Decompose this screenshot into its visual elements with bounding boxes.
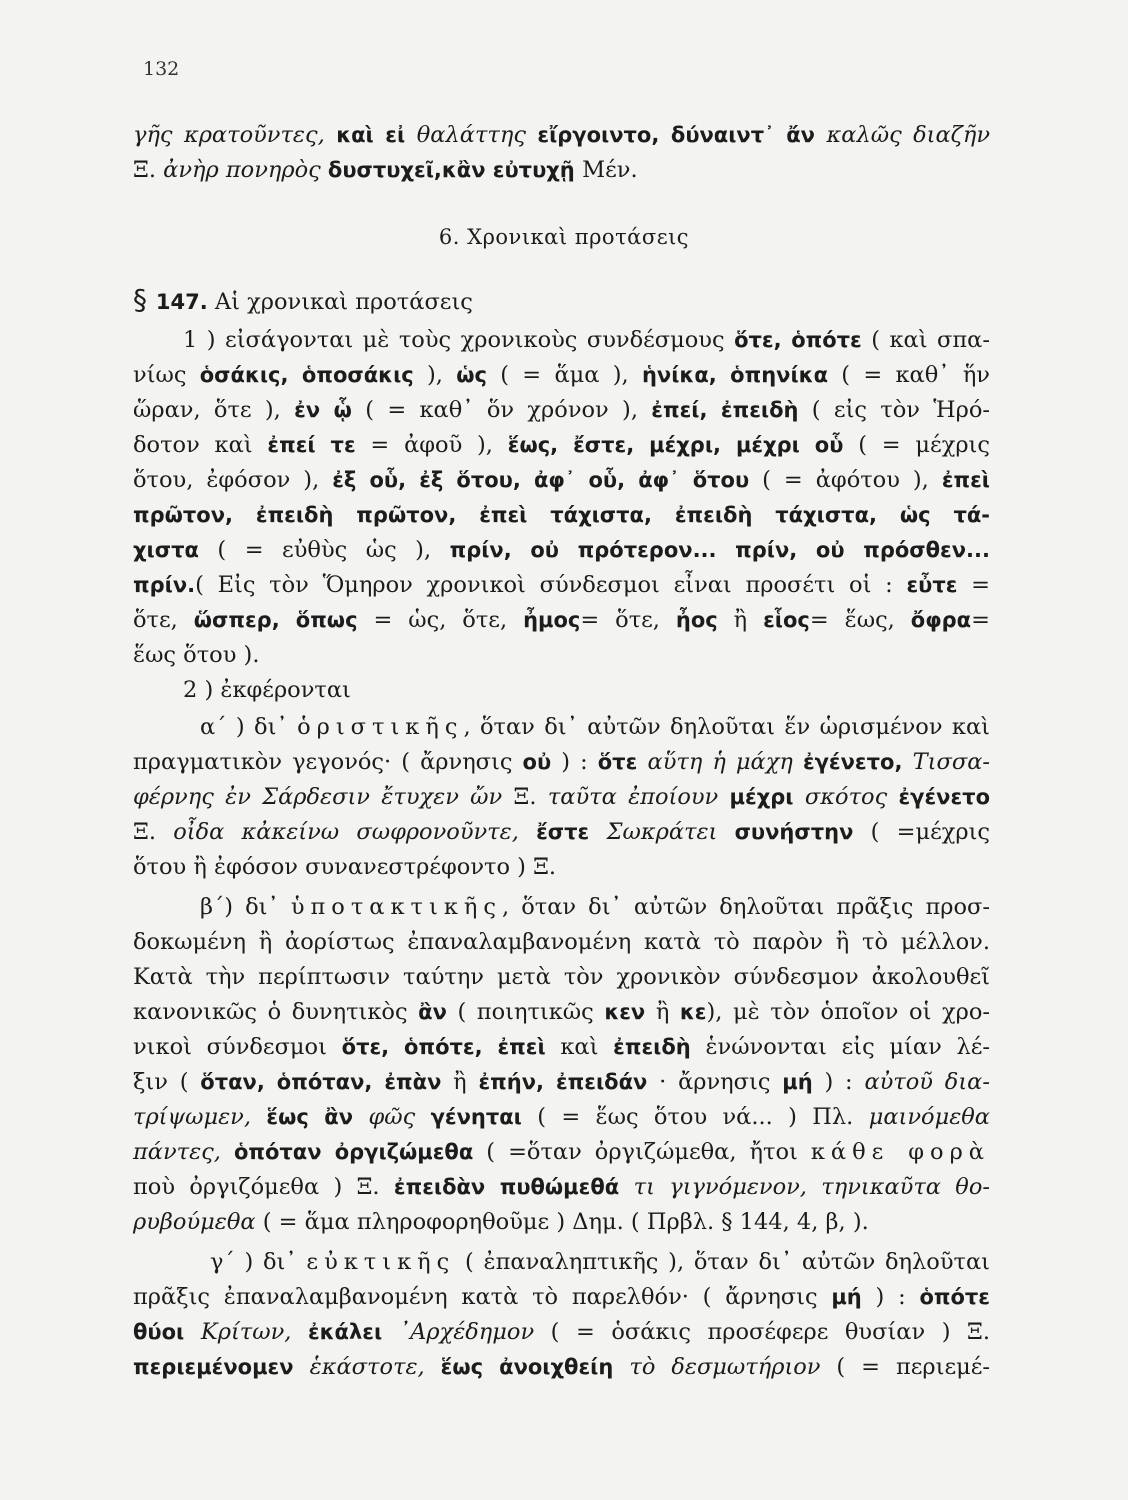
text-segment: ( = ἅμα ), (486, 362, 642, 388)
text-segment: οἶδα κἀκείνω σωφρονοῦντε, (173, 819, 537, 845)
text-segment: πρίν. (133, 573, 196, 597)
text-segment: ἀνὴρ πονηρὸς (163, 157, 328, 183)
text-line (133, 852, 556, 882)
text-segment: εἴργοιντο, δύναιντ᾽ ἄν (537, 123, 827, 147)
text-segment: ), μὲ τὸν ὁποῖον οἱ χρο- (706, 999, 990, 1025)
text-segment: ( =μέχρις (853, 819, 991, 845)
text-segment: = (957, 572, 990, 598)
text-segment: ξιν ( (133, 1069, 201, 1095)
text-line (133, 1207, 869, 1237)
text-segment: ἕως ὅτου ). (133, 642, 260, 668)
text-segment: ᾽Αρχέδημον (398, 1319, 535, 1345)
text-line (133, 640, 259, 670)
text-segment: ( εἰς τὸν Ἡρό- (798, 397, 991, 423)
text-line (133, 395, 990, 425)
text-segment: ( Εἰς τὸν Ὅμηρον χρονικοὶ σύνδεσμοι εἶναι προσέτι οἱ : (195, 572, 907, 598)
text-segment: Ξ. (133, 819, 174, 845)
text-segment: ) : (812, 1069, 865, 1095)
text-segment: ὅταν, ὁπόταν, ἐπὰν (200, 1070, 442, 1094)
text-segment: ἂν (418, 1000, 447, 1024)
text-segment: ὄφρα (910, 608, 972, 632)
text-segment: ἐκάλει (307, 1320, 399, 1344)
text-segment: ἐξ οὗ, ἐξ ὅτου, ἀφ᾽ οὗ, ἀφ᾽ ὅτου (332, 468, 750, 492)
text-segment: πραγματικὸν γεγονός· ( ἄρνησις (133, 749, 523, 775)
text-segment: κάθε φορὰ (810, 1139, 991, 1165)
text-segment: χιστα (133, 538, 199, 562)
text-segment: συνήστην (734, 820, 854, 844)
text-segment: πρίν, οὐ πρότερον... πρίν, οὐ πρόσθεν... (449, 538, 990, 562)
text-segment: ἔστε (536, 820, 607, 844)
text-segment: 1 ) εἰσάγονται μὲ τοὺς χρονικοὺς συνδέσμους (183, 327, 735, 353)
text-segment: ὅτε (597, 750, 648, 774)
paragraph-heading (133, 285, 473, 317)
text-segment: αὕτη ἡ μάχη (647, 749, 803, 775)
text-segment: · ἄρνησις (647, 1069, 783, 1095)
text-line (133, 430, 990, 460)
text-segment: ἐπεὶ (941, 468, 990, 492)
text-segment: ( =ὅταν ὀργιζώμεθα, ἤτοι (473, 1139, 811, 1165)
text-segment: μή (831, 1285, 862, 1309)
text-segment: μαινόμεθα (868, 1104, 991, 1130)
text-line (210, 1247, 990, 1277)
text-segment: πρᾶξις ἐπαναλαμβανομένη κατὰ τὸ παρελθόν· ( ἄρνησις (133, 1284, 832, 1310)
text-segment: καλῶς διαζῆν (826, 122, 991, 148)
text-segment: ἐγένετο (898, 785, 990, 809)
text-segment: ) : (861, 1284, 920, 1310)
text-segment: ( = ὁσάκις προσέφερε θυσίαν ) Ξ. (534, 1319, 990, 1345)
text-line (133, 962, 990, 992)
text-segment: φέρνης ἐν Σάρδεσιν ἔτυχεν ὤν (133, 784, 503, 810)
text-segment: ἐπειδὴ (613, 1035, 691, 1059)
text-segment: ὡς (456, 363, 487, 387)
text-segment: ὅτε, ὁπότε (734, 328, 862, 352)
text-segment: θαλάττης (416, 122, 538, 148)
text-line (133, 997, 990, 1027)
text-segment: Τισσα- (912, 749, 990, 775)
text-segment: ἦμος (523, 608, 581, 632)
text-segment: ὁριστικῆς (297, 714, 464, 740)
text-segment: β΄) δι᾽ (200, 894, 291, 920)
text-segment: θύοι (133, 1320, 201, 1344)
text-segment: ( = καθ᾽ ἥν (828, 362, 990, 388)
text-segment: ὁπόταν ὀργιζώμεθα (233, 1140, 474, 1164)
text-segment: εὖτε (906, 573, 958, 597)
text-segment: σκότος (804, 784, 899, 810)
text-segment: = ὅτε, (580, 607, 676, 633)
text-segment: ἐπεί τε (267, 433, 356, 457)
text-segment: γῆς κρατοῦντες, (133, 122, 337, 148)
text-segment: ἐπειδὰν πυθώμεθά (393, 1175, 634, 1199)
text-line (133, 1067, 990, 1097)
text-line (133, 155, 638, 185)
text-line (133, 1102, 990, 1132)
text-segment: Κατὰ τὴν περίπτωσιν ταύτην μετὰ τὸν χρονικὸν σύνδεσμον ἀκολουθεῖ (133, 964, 990, 990)
text-segment: ὅτου, ἐφόσον ), (133, 467, 333, 493)
text-segment: ἐν ᾧ (294, 398, 352, 422)
text-segment: = ἀφοῦ ), (355, 432, 508, 458)
text-segment: ( = καθ᾽ ὅν χρόνον ), (351, 397, 652, 423)
text-segment: ἢ (645, 999, 680, 1025)
text-segment: § (133, 283, 156, 316)
text-segment: εἷος (763, 608, 810, 632)
text-segment: καὶ εἰ (336, 123, 417, 147)
text-segment: ) : (551, 749, 598, 775)
text-segment: τρίψωμεν, (133, 1104, 267, 1130)
text-line (133, 747, 990, 777)
text-segment: εὐκτικῆς (306, 1249, 456, 1275)
text-segment: ἕως ἂν (266, 1105, 369, 1129)
text-segment: ( = μέχρις (843, 432, 990, 458)
text-segment: Σωκράτει (606, 819, 735, 845)
text-segment: γ΄ ) δι᾽ (210, 1249, 307, 1275)
text-segment: κανονικῶς ὁ δυνητικὸς (133, 999, 419, 1025)
text-line (133, 1137, 990, 1167)
text-segment: ( ἐπαναληπτικῆς ), ὅταν δι᾽ αὐτῶν δηλοῦται (455, 1249, 990, 1275)
text-segment: ( = εὐθὺς ὡς ), (198, 537, 450, 563)
text-segment: δυστυχεῖ,κἂν εὐτυχῇ (327, 158, 583, 182)
text-segment: μή (782, 1070, 813, 1094)
text-segment: ἑκάστοτε, (309, 1354, 441, 1380)
text-line (133, 500, 990, 530)
text-segment: ὅτε, (133, 607, 194, 633)
text-segment: ταῦτα ἐποίουν (547, 784, 730, 810)
text-segment: ἡνίκα, ὁπηνίκα (641, 363, 828, 387)
text-line (183, 325, 990, 355)
text-segment: , ὅταν δι᾽ αὐτῶν δηλοῦται πρᾶξις προσ- (501, 894, 990, 920)
text-segment: ὁπότε (919, 1285, 990, 1309)
text-segment: κεν (604, 1000, 646, 1024)
text-segment: ὅτου ἢ ἐφόσον συνανεστρέφοντο ) Ξ. (133, 854, 557, 880)
text-segment: ποὺ ὀργιζόμεθα ) Ξ. (133, 1174, 394, 1200)
text-segment: κε (679, 1000, 707, 1024)
text-segment: πρῶτον, ἐπειδὴ πρῶτον, ἐπεὶ τάχιστα, ἐπειδὴ τάχιστα, ὡς τά- (133, 503, 990, 527)
text-segment: ὑποτακτικῆς (290, 894, 502, 920)
text-segment: ἢ (717, 607, 764, 633)
text-segment: ἐπεί, ἐπειδὴ (651, 398, 799, 422)
text-segment: = ἕως, (809, 607, 911, 633)
text-segment: δοτον καὶ (133, 432, 268, 458)
text-segment: ἕως, ἔστε, μέχρι, μέχρι οὗ (507, 433, 844, 457)
text-line (183, 675, 351, 705)
text-line (133, 1032, 990, 1062)
text-segment: νίως (133, 362, 200, 388)
text-line (200, 712, 990, 742)
text-line (133, 570, 990, 600)
text-line (133, 817, 990, 847)
text-segment: = ὡς, ὅτε, (357, 607, 524, 633)
text-segment: ἐγένετο, (802, 750, 913, 774)
text-segment: ἑνώνονται εἰς μίαν λέ- (690, 1034, 990, 1060)
page-number: 132 (143, 58, 180, 80)
text-segment: Κρίτων, (200, 1319, 308, 1345)
text-segment: Ξ. (133, 157, 164, 183)
text-segment: ἦος (675, 608, 718, 632)
text-line (133, 465, 990, 495)
text-segment: ὥσπερ, ὅπως (193, 608, 358, 632)
text-line (133, 360, 990, 390)
text-segment: ( = περιεμέ- (820, 1354, 990, 1380)
text-line (133, 1282, 990, 1312)
text-segment: ἐπήν, ἐπειδάν (478, 1070, 648, 1094)
text-segment: Μέν. (582, 157, 638, 183)
text-segment: , ὅταν δι᾽ αὐτῶν δηλοῦται ἕν ὡρισμένον καὶ (463, 714, 990, 740)
text-segment: Αἱ χρονικαὶ προτάσεις (207, 289, 473, 315)
text-segment: ), (413, 362, 457, 388)
text-line (133, 1172, 990, 1202)
text-segment: τι γιγνόμενον, τηνικαῦτα θο- (633, 1174, 991, 1200)
text-segment: 147. (155, 290, 208, 314)
text-segment: νικοὶ σύνδεσμοι (133, 1034, 342, 1060)
text-segment: ( = ἅμα πληροφορηθοῦμε ) Δημ. ( Πρβλ. § 144, 4, β, ). (255, 1209, 869, 1235)
text-segment: α΄ ) δι᾽ (200, 714, 298, 740)
text-segment: Ξ. (502, 784, 548, 810)
text-segment: τὸ δεσμωτήριον (629, 1354, 821, 1380)
text-segment: γένηται (430, 1105, 522, 1129)
text-segment: φῶς (368, 1104, 431, 1130)
text-segment: ( καὶ σπα- (861, 327, 990, 353)
text-line (133, 605, 990, 635)
text-segment: αὐτοῦ δια- (864, 1069, 990, 1095)
text-line (200, 892, 990, 922)
text-segment: οὐ (522, 750, 552, 774)
text-segment: ( ποιητικῶς (446, 999, 605, 1025)
text-line (133, 1352, 990, 1382)
text-segment: ( = ἀφότου ), (749, 467, 942, 493)
text-segment: μέχρι (729, 785, 805, 809)
text-line (133, 782, 990, 812)
text-segment: ἢ (441, 1069, 479, 1095)
section-heading: 6. Χρονικαὶ προτάσεις (438, 225, 690, 249)
text-segment: ὅτε, ὁπότε, ἐπεὶ (341, 1035, 546, 1059)
text-segment: ἕως ἀνοιχθείη (440, 1355, 630, 1379)
text-segment: ( = ἕως ὅτου νά... ) Πλ. (521, 1104, 869, 1130)
text-line (133, 120, 990, 150)
text-segment: πάντες, (133, 1139, 234, 1165)
text-segment: δοκωμένη ἢ ἀορίστως ἐπαναλαμβανομένη κατὰ τὸ παρὸν ἢ τὸ μέλλον. (133, 929, 990, 955)
text-segment: ρυβούμεθα (133, 1209, 256, 1235)
text-segment: καὶ (545, 1034, 614, 1060)
text-segment: περιεμένομεν (133, 1355, 310, 1379)
text-segment: = (971, 607, 990, 633)
text-line (133, 1317, 990, 1347)
text-segment: ὥραν, ὅτε ), (133, 397, 295, 423)
text-line (133, 535, 990, 565)
text-line (133, 927, 990, 957)
text-segment: ὁσάκις, ὁποσάκις (199, 363, 414, 387)
text-segment: 2 ) ἐκφέρονται (183, 677, 351, 703)
